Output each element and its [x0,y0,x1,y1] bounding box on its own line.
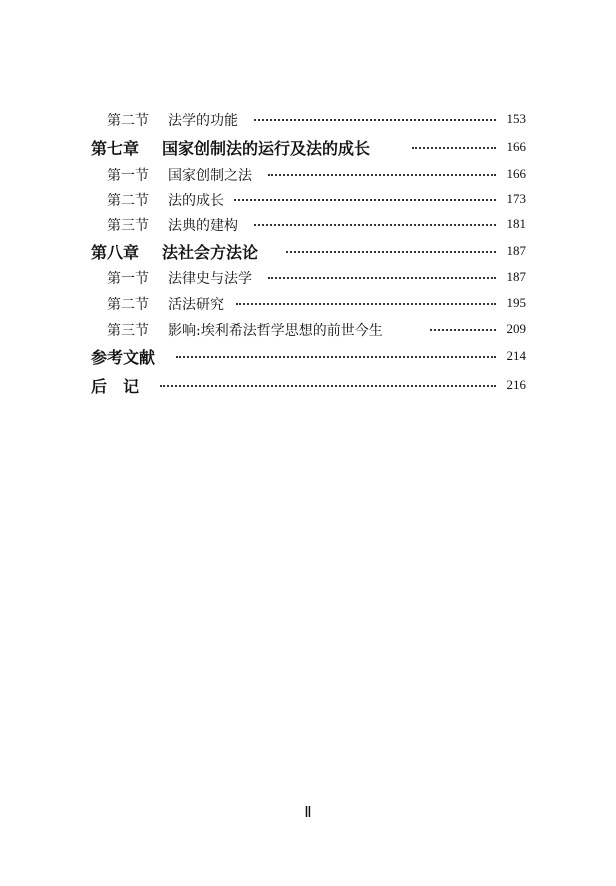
section-number: 第一节 [107,168,149,184]
toc-entry[interactable] [0,108,616,130]
toc-chapter-entry[interactable] [0,136,616,158]
toc-backmatter-entry[interactable] [0,374,616,396]
dot-leader [430,329,496,331]
page-number: 181 [506,216,526,231]
chapter-number: 第八章 [91,243,140,262]
page-number: 214 [506,348,526,363]
dot-leader [236,303,496,305]
section-number: 第二节 [107,193,149,209]
section-title: 法的成长 [168,193,224,209]
page-number: 187 [506,243,526,258]
section-number: 第三节 [107,218,149,234]
section-title: 影响:埃利希法哲学思想的前世今生 [168,323,383,339]
page-number: 173 [506,191,526,206]
page-number: 166 [506,139,526,154]
dot-leader [176,356,496,358]
toc-entry[interactable] [0,163,616,185]
section-title: 活法研究 [168,297,224,313]
dot-leader [160,385,496,387]
section-number: 第二节 [107,113,149,129]
dot-leader [234,199,496,201]
toc-entry[interactable] [0,292,616,314]
dot-leader [286,251,496,253]
folio-page-number: Ⅱ [304,805,312,821]
toc-entry[interactable] [0,213,616,235]
dot-leader [254,224,496,226]
section-number: 第三节 [107,323,149,339]
page-number: 195 [506,295,526,310]
section-number: 第一节 [107,271,149,287]
page-number: 153 [506,111,526,126]
section-title: 国家创制之法 [168,168,252,184]
toc-entry[interactable] [0,318,616,340]
chapter-title: 法社会方法论 [162,243,259,262]
dot-leader [254,119,496,121]
page-number: 166 [506,166,526,181]
section-title: 法学的功能 [168,113,238,129]
toc-entry[interactable] [0,266,616,288]
page-number: 187 [506,269,526,284]
toc-entry[interactable] [0,188,616,210]
toc-chapter-entry[interactable] [0,240,616,262]
backmatter-title: 后 记 [91,377,140,396]
dot-leader [268,277,496,279]
dot-leader [268,174,496,176]
page-number: 209 [506,321,526,336]
page-number: 216 [506,377,526,392]
toc-backmatter-entry[interactable] [0,345,616,367]
section-title: 法典的建构 [168,218,238,234]
backmatter-title: 参考文献 [91,348,156,367]
section-title: 法律史与法学 [168,271,252,287]
chapter-title: 国家创制法的运行及法的成长 [162,139,371,158]
chapter-number: 第七章 [91,139,140,158]
dot-leader [412,147,496,149]
section-number: 第二节 [107,297,149,313]
